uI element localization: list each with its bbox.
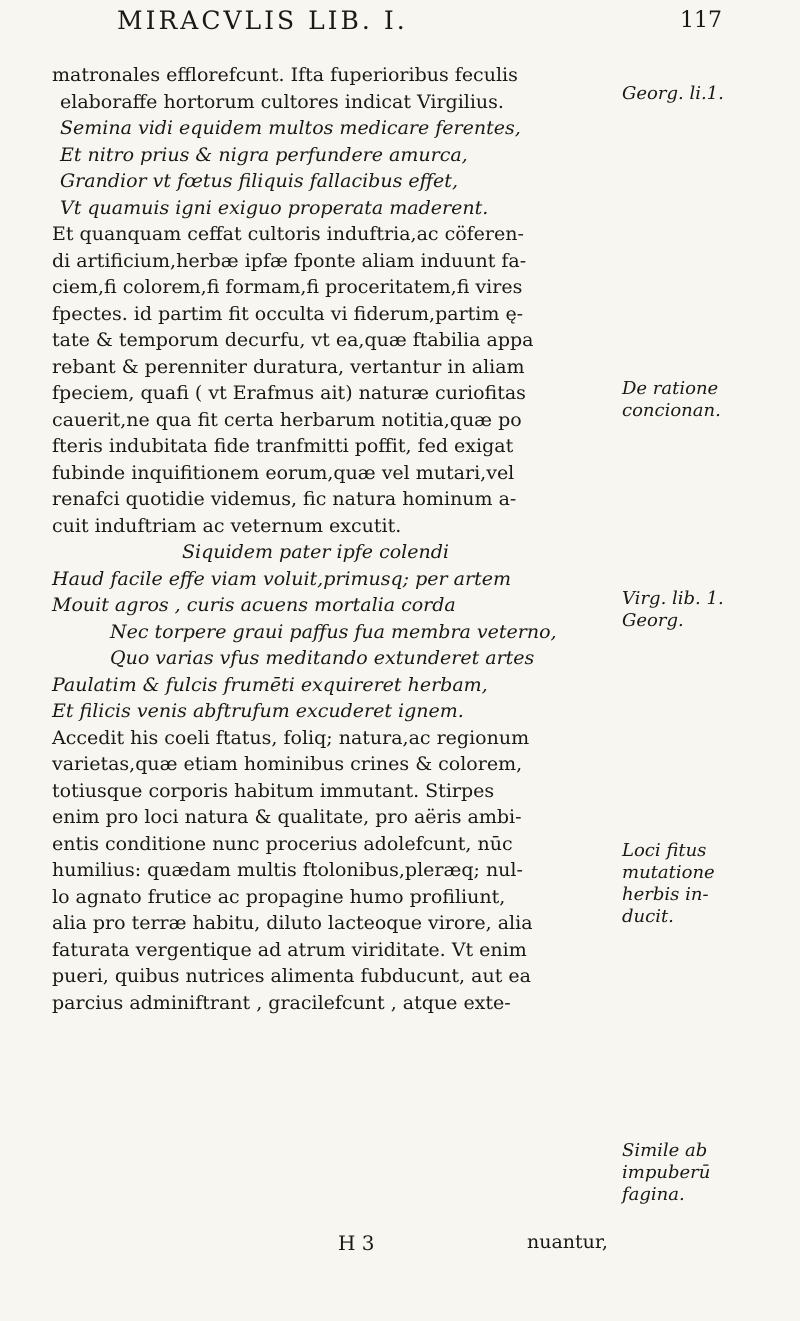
margin-note-line: fagina. [622, 1184, 685, 1205]
text-line: alia pro terræ habitu, diluto lacteoque virore, alia [52, 912, 533, 934]
text-line: di artificium,herbæ ipfæ fponte aliam induunt fa- [52, 249, 527, 272]
text-line: ciem,fi colorem,fi formam,fi proceritatem,fi vires [52, 276, 523, 298]
margin-note-line: Georg. [622, 610, 684, 631]
text-line: elaboraffe hortorum cultores indicat Virgilius. [60, 90, 504, 113]
verse-line: Quo varias vfus meditando extunderet artes [110, 647, 535, 669]
verse-line: Nec torpere graui paffus fua membra veterno, [110, 620, 557, 643]
text-line: renafci quotidie videmus, fic natura hominum a- [52, 488, 517, 510]
text-line: Et quanquam ceffat cultoris induftria,ac cöferen- [52, 223, 524, 245]
text-line: Accedit his coeli ftatus, foliq; natura,ac regionum [52, 726, 530, 749]
verse-line: Et nitro prius & nigra perfundere amurca, [60, 143, 468, 166]
verse-line: Mouit agros , curis acuens mortalia corda [52, 594, 456, 616]
verse-line: Grandior vt fœtus filiquis fallacibus effet, [60, 170, 458, 192]
text-line: matronales efflorefcunt. Ifta fuperioribus feculis [52, 64, 518, 86]
text-line: rebant & perenniter duratura, vertantur in aliam [52, 355, 525, 378]
verse-line: Et filicis venis abftrufum excuderet ignem. [52, 700, 464, 722]
text-line: humilius: quædam multis ftolonibus,pleræq; nul- [52, 859, 523, 881]
text-line: cauerit,ne qua fit certa herbarum notitia,quæ po [52, 408, 522, 431]
text-line: entis conditione nunc procerius adolefcunt, nūc [52, 832, 513, 855]
verse-line: Vt quamuis igni exiguo properata maderent. [60, 196, 489, 219]
margin-note-line: De ratione [622, 378, 719, 399]
verse-line: Siquidem pater ipfe colendi [182, 541, 449, 563]
margin-note-line: Loci fitus [622, 840, 707, 861]
text-line: tate & temporum decurfu, vt ea,quæ ftabilia appa [52, 329, 534, 351]
catchword: nuantur, [527, 1231, 608, 1253]
running-title: MIRACVLIS LIB. I. [117, 6, 408, 35]
main-text [52, 62, 617, 1016]
margin-note-loci [622, 840, 715, 928]
signature-mark: H 3 [338, 1231, 375, 1255]
page-number: 117 [680, 8, 722, 33]
text-line: parcius adminiftrant , gracilefcunt , atque exte- [52, 991, 511, 1014]
verse-line: Semina vidi equidem multos medicare ferentes, [60, 117, 521, 139]
text-line: fteris indubitata fide tranfmitti poffit, fed exigat [52, 435, 514, 457]
margin-note-virg [622, 588, 724, 632]
margin-note-line: herbis in- [622, 884, 709, 905]
text-line: varietas,quæ etiam hominibus crines & colorem, [52, 753, 523, 775]
margin-note-georg [622, 83, 724, 105]
margin-note-line: Georg. li.1. [622, 83, 724, 104]
verse-line: Haud facile effe viam voluit,primusq; per artem [52, 567, 511, 590]
margin-note-line: mutatione [622, 862, 715, 883]
text-line: pueri, quibus nutrices alimenta fubducunt, aut ea [52, 965, 531, 987]
text-line: enim pro loci natura & qualitate, pro aëris ambi- [52, 806, 522, 828]
text-line: faturata vergentique ad atrum viriditate. Vt enim [52, 938, 527, 961]
margin-note-ratione [622, 378, 721, 422]
text-line: fubinde inquifitionem eorum,quæ vel mutari,vel [52, 461, 515, 484]
text-line: fpeciem, quafi ( vt Erafmus ait) naturæ curiofitas [52, 382, 526, 404]
text-line: fpectes. id partim fit occulta vi fiderum,partim ę- [52, 302, 524, 325]
margin-note-line: concionan. [622, 400, 721, 421]
text-line: totiusque corporis habitum immutant. Stirpes [52, 779, 495, 802]
margin-note-line: ducit. [622, 906, 674, 927]
text-line: cuit induftriam ac veternum excutit. [52, 514, 402, 537]
verse-line: Paulatim & fulcis frumēti exquireret herbam, [52, 673, 488, 696]
margin-note-line: impuberū [622, 1162, 711, 1183]
margin-note-line: Simile ab [622, 1140, 708, 1161]
running-header [112, 6, 722, 46]
margin-note-simile [622, 1140, 710, 1206]
margin-note-line: Virg. lib. 1. [622, 588, 724, 609]
page-footer [0, 1231, 800, 1261]
text-line: lo agnato frutice ac propagine humo profiliunt, [52, 885, 506, 908]
